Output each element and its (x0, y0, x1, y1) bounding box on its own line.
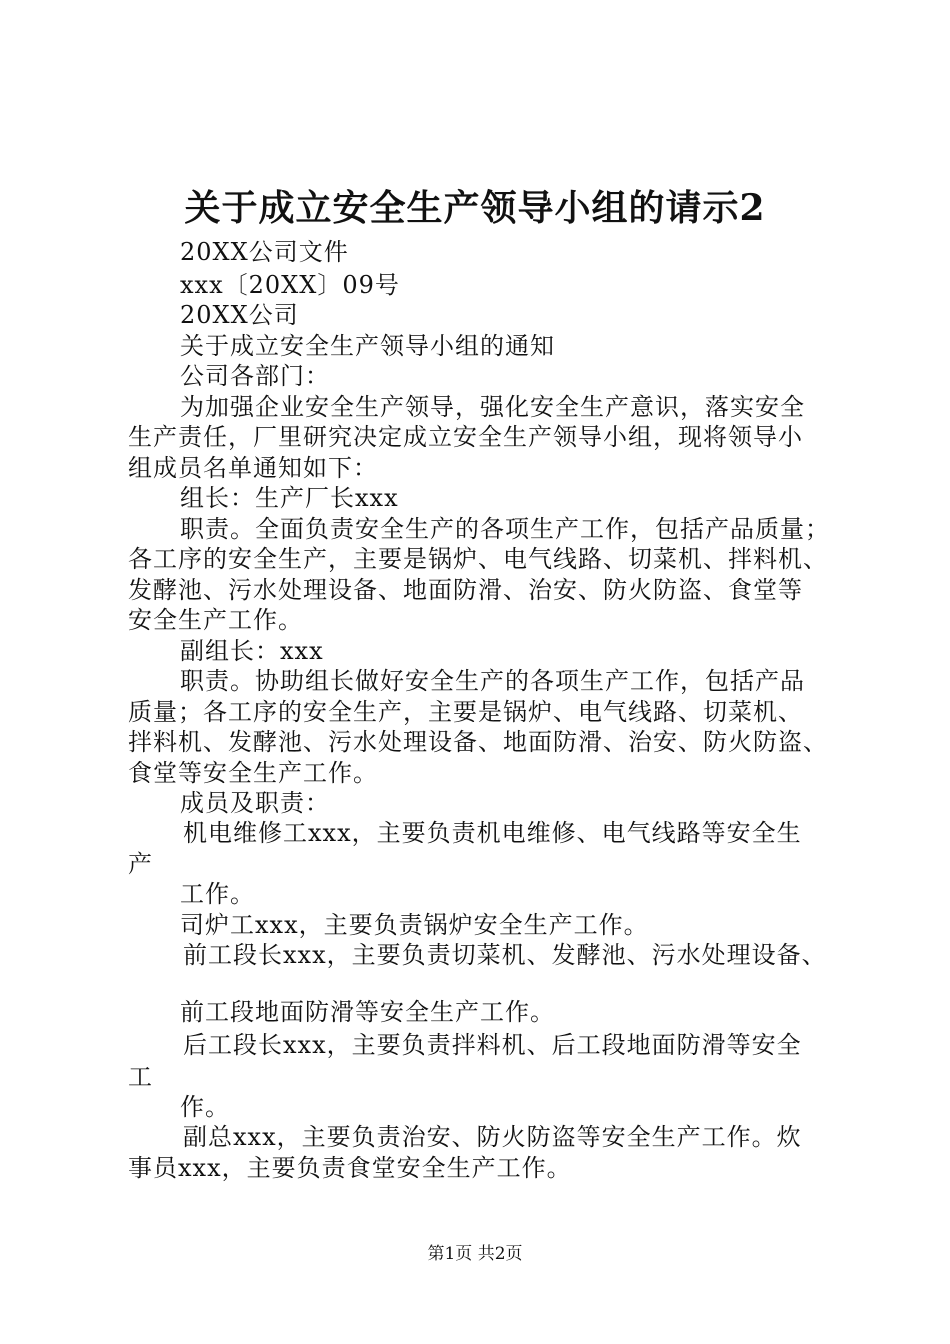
doc-line: 工 (128, 1063, 153, 1091)
doc-line: 机电维修工xxx，主要负责机电维修、电气线路等安全生 (183, 819, 802, 847)
doc-line: 作。 (180, 1093, 230, 1121)
doc-line: 司炉工xxx，主要负责锅炉安全生产工作。 (180, 911, 649, 939)
doc-line: 公司各部门： (180, 362, 330, 390)
document-title: 关于成立安全生产领导小组的请示2 (184, 187, 766, 229)
doc-line: 组长：生产厂长xxx (180, 484, 399, 512)
doc-line: 职责。全面负责安全生产的各项生产工作，包括产品质量； (180, 515, 830, 543)
doc-line: 副总xxx，主要负责治安、防火防盗等安全生产工作。炊 (183, 1123, 802, 1151)
doc-line: 关于成立安全生产领导小组的通知 (180, 332, 555, 360)
doc-line: 发酵池、污水处理设备、地面防滑、治安、防火防盗、食堂等 (128, 576, 803, 604)
doc-line: 组成员名单通知如下： (128, 454, 378, 482)
page-footer: 第1页 共2页 (427, 1244, 523, 1264)
doc-line: 生产责任，厂里研究决定成立安全生产领导小组，现将领导小 (128, 423, 803, 451)
doc-line: 前工段地面防滑等安全生产工作。 (180, 998, 555, 1026)
doc-line: 各工序的安全生产，主要是锅炉、电气线路、切菜机、拌料机、 (128, 545, 828, 573)
doc-line: 拌料机、发酵池、污水处理设备、地面防滑、治安、防火防盗、 (128, 728, 828, 756)
doc-line: 20XX公司 (180, 301, 299, 329)
doc-line: 职责。协助组长做好安全生产的各项生产工作，包括产品 (180, 667, 805, 695)
doc-line: 工作。 (180, 880, 255, 908)
doc-line: 成员及职责： (180, 789, 330, 817)
doc-line: 20XX公司文件 (180, 238, 349, 266)
doc-line: 前工段长xxx，主要负责切菜机、发酵池、污水处理设备、 (183, 941, 827, 969)
doc-line: 事员xxx，主要负责食堂安全生产工作。 (128, 1154, 572, 1182)
doc-line: xxx〔20XX〕09号 (180, 271, 400, 299)
doc-line: 安全生产工作。 (128, 606, 303, 634)
doc-line: 副组长：xxx (180, 637, 324, 665)
doc-line: 后工段长xxx，主要负责拌料机、后工段地面防滑等安全 (183, 1031, 802, 1059)
doc-line: 质量；各工序的安全生产，主要是锅炉、电气线路、切菜机、 (128, 698, 803, 726)
doc-line: 为加强企业安全生产领导，强化安全生产意识，落实安全 (180, 393, 805, 421)
doc-line: 产 (128, 850, 153, 878)
doc-line: 食堂等安全生产工作。 (128, 759, 378, 787)
